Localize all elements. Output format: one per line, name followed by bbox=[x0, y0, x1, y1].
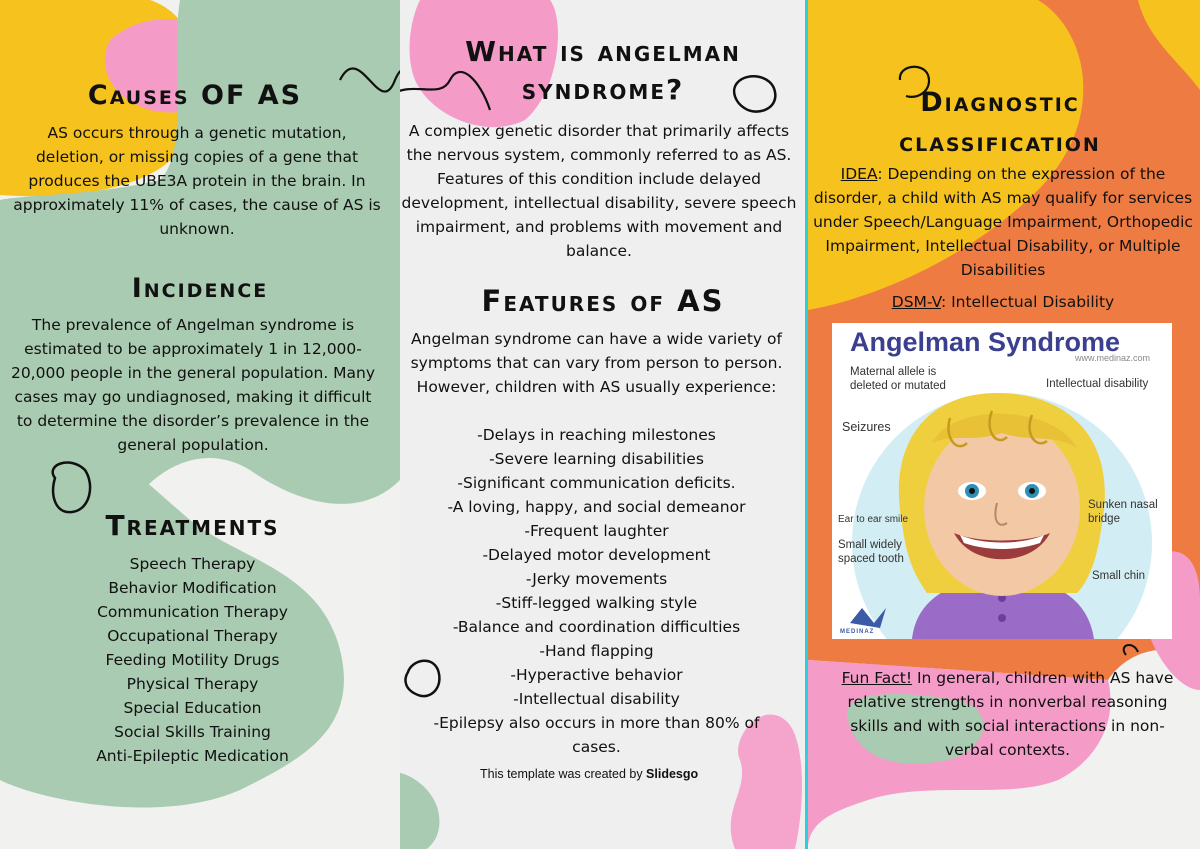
treatment-item: Anti-Epileptic Medication bbox=[96, 747, 289, 765]
treatment-item: Behavior Modification bbox=[108, 579, 277, 597]
what-is-heading-line1: What is angelman bbox=[465, 35, 741, 68]
middle-panel bbox=[400, 0, 806, 849]
causes-heading: Causes OF AS bbox=[87, 80, 303, 111]
fun-fact-label: Fun Fact! bbox=[841, 669, 913, 687]
label-intellectual: Intellectual disability bbox=[1046, 378, 1149, 390]
idea-label: IDEA bbox=[840, 165, 878, 183]
treatment-item: Special Education bbox=[123, 699, 262, 717]
treatment-item: Speech Therapy bbox=[129, 555, 256, 573]
feature-item: -Hand flapping bbox=[539, 642, 654, 660]
features-intro: Angelman syndrome can have a wide variety of symptoms that can vary from person to person. However, children with AS usually experience: bbox=[410, 330, 783, 396]
template-credit bbox=[480, 767, 698, 781]
what-is-heading-line2: syndrome? bbox=[521, 73, 685, 106]
dsm-text: : Intellectual Disability bbox=[940, 293, 1115, 311]
incidence-heading: Incidence bbox=[131, 273, 269, 304]
feature-item: -Intellectual disability bbox=[513, 690, 680, 708]
medinaz-logo: MEDINAZ bbox=[840, 629, 875, 635]
left-panel bbox=[0, 0, 400, 849]
feature-item: -Delays in reaching milestones bbox=[477, 426, 716, 444]
label-sunken: Sunken nasal bridge bbox=[1088, 499, 1158, 525]
idea-paragraph bbox=[808, 162, 1198, 282]
causes-text: AS occurs through a genetic mutation, deletion, or missing copies of a gene that produces the UBE3A protein in the brain. In approximately 11% of cases, the cause of AS is unknown. bbox=[13, 124, 381, 238]
dsm-label: DSM-V bbox=[891, 293, 941, 311]
features-heading: Features of AS bbox=[481, 284, 725, 318]
illustration-title: Angelman Syndrome bbox=[850, 327, 1121, 357]
idea-text: : Depending on the expression of the disorder, a child with AS may qualify for services under Speech/Language Impairment, Orthopedic Impairment, Intellectual Disability, or Multiple Disabilities bbox=[813, 165, 1193, 279]
feature-item: -Frequent laughter bbox=[524, 522, 669, 540]
fun-fact-paragraph bbox=[840, 666, 1175, 762]
feature-item: -Severe learning disabilities bbox=[489, 450, 704, 468]
treatment-item: Feeding Motility Drugs bbox=[105, 651, 280, 669]
feature-item: -Significant communication deficits. bbox=[457, 474, 736, 492]
treatment-item: Physical Therapy bbox=[126, 675, 259, 693]
feature-item: -Delayed motor development bbox=[482, 546, 711, 564]
feature-item: -Stiff-legged walking style bbox=[495, 594, 698, 612]
feature-item: -Hyperactive behavior bbox=[510, 666, 683, 684]
label-maternal: Maternal allele is deleted or mutated bbox=[850, 366, 946, 392]
treatment-item: Occupational Therapy bbox=[107, 627, 278, 645]
dsm-paragraph bbox=[808, 290, 1198, 314]
treatments-list bbox=[0, 552, 385, 768]
label-chin: Small chin bbox=[1092, 570, 1146, 582]
features-list bbox=[404, 423, 789, 759]
feature-item: -Epilepsy also occurs in more than 80% of cases. bbox=[433, 714, 760, 756]
treatment-item: Communication Therapy bbox=[97, 603, 288, 621]
fun-fact-text: In general, children with AS have relative strengths in nonverbal reasoning skills and with social interactions in non-verbal contexts. bbox=[847, 669, 1174, 759]
feature-item: -Jerky movements bbox=[525, 570, 668, 588]
label-ear: Ear to ear smile bbox=[838, 514, 909, 525]
credit-prefix: This template was created by bbox=[480, 767, 647, 781]
credit-brand-link[interactable]: Slidesgo bbox=[646, 767, 699, 781]
angelman-syndrome-illustration bbox=[832, 323, 1172, 639]
label-spaced: Small widely spaced tooth bbox=[838, 539, 904, 565]
what-is-text: A complex genetic disorder that primarily affects the nervous system, commonly referred to as AS. Features of this condition include delayed development, intellectual disability, severe speech impairment, and problems with movement and balance. bbox=[401, 122, 797, 260]
label-seizures: Seizures bbox=[842, 420, 891, 434]
incidence-text: The prevalence of Angelman syndrome is estimated to be approximately 1 in 12,000-20,000 people in the general population. Many cases may go undiagnosed, making it difficult to determine the disorder’s prevalence in the general population. bbox=[10, 316, 376, 454]
treatments-heading: Treatments bbox=[105, 509, 280, 542]
treatment-item: Social Skills Training bbox=[114, 723, 271, 741]
diagnostic-heading-line2: classification bbox=[899, 127, 1101, 158]
illustration-website: www.medinaz.com bbox=[1074, 353, 1150, 363]
diagnostic-heading bbox=[808, 83, 1196, 163]
diagnostic-heading-line1: Diagnostic bbox=[920, 87, 1080, 118]
what-is-heading bbox=[400, 33, 806, 109]
feature-item: -Balance and coordination difficulties bbox=[452, 618, 741, 636]
feature-item: -A loving, happy, and social demeanor bbox=[447, 498, 746, 516]
